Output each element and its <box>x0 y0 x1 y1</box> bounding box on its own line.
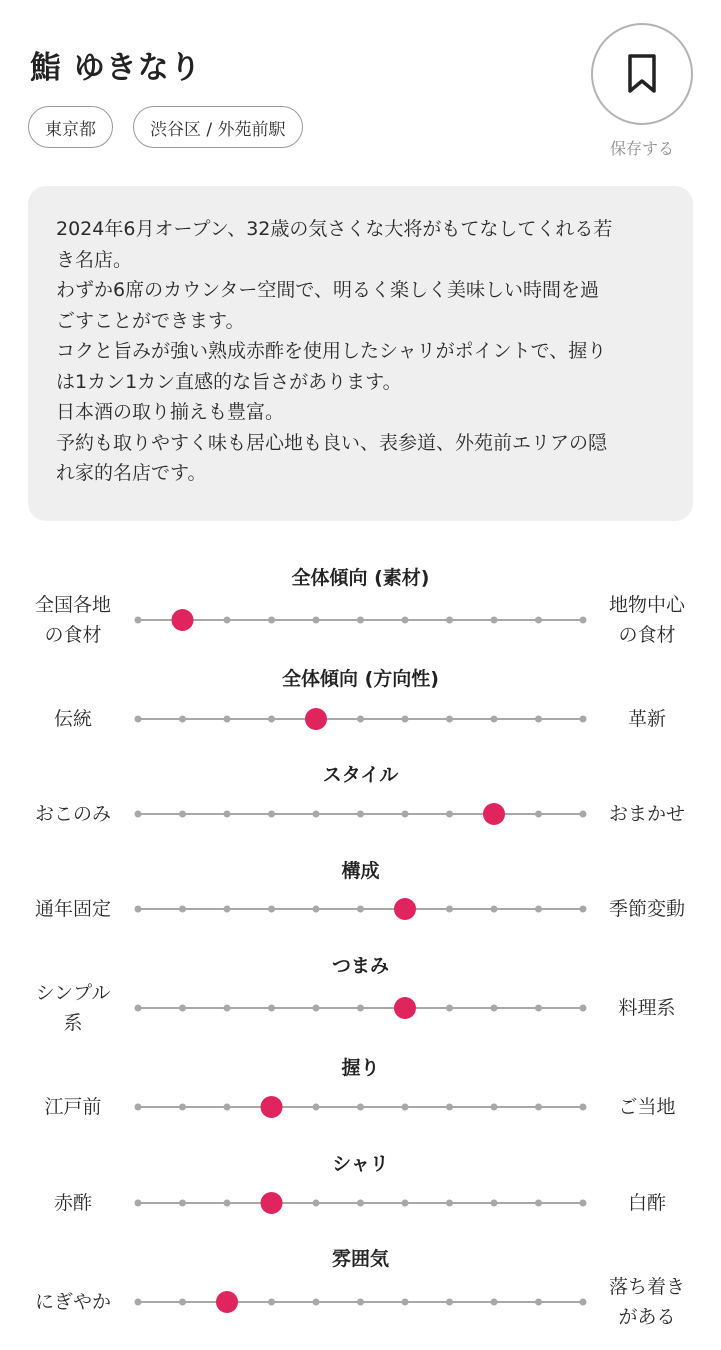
scale-right-label <box>597 894 697 924</box>
scale-tick <box>402 617 409 624</box>
description-line: 日本酒の取り揃えも豊富。 <box>56 401 285 423</box>
scale-tick <box>224 716 231 723</box>
scale-tick <box>313 906 320 913</box>
scale-tick <box>580 1005 587 1012</box>
scale-left-label-line: 赤酢 <box>53 1192 92 1214</box>
scale-left-label-line: 江戸前 <box>44 1096 102 1118</box>
description-line: れ家的名店です。 <box>56 462 207 484</box>
scale-tick <box>357 1299 364 1306</box>
description-line: き名店。 <box>56 248 133 271</box>
scale-right-label-line: の食材 <box>618 624 676 646</box>
scale-tick <box>313 1104 320 1111</box>
scale-tick <box>268 1104 275 1111</box>
scale-tick <box>535 617 542 624</box>
scale-tick <box>402 1104 409 1111</box>
scale-right-label-line: 白酢 <box>627 1192 666 1214</box>
scale-tick <box>224 617 231 624</box>
scale-tick <box>313 1200 320 1207</box>
scale-title: 全体傾向 (方向性) <box>282 668 439 690</box>
description-line: コクと旨みが強い熟成赤酢を使用したシャリがポイントで、握り <box>56 340 607 362</box>
scale-tick <box>224 1005 231 1012</box>
description-line: 予約も取りやすく味も居心地も良い、表参道、外苑前エリアの隠 <box>56 431 608 454</box>
scale-title: シャリ <box>332 1153 389 1175</box>
scale-tick <box>224 1104 231 1111</box>
scale-tick <box>580 1104 587 1111</box>
scale-right-label <box>597 1188 697 1218</box>
scale-tick <box>580 1299 587 1306</box>
scale-tick <box>402 1005 409 1012</box>
scale-marker <box>305 708 327 730</box>
scale-tick <box>357 811 364 818</box>
scale-tick <box>135 811 142 818</box>
scale-left-label <box>23 894 123 924</box>
scale-left-label <box>23 1092 123 1122</box>
description-line: は1カン1カン直感的な旨さがあります。 <box>56 370 402 393</box>
scale-tick <box>491 716 498 723</box>
scale-left-label <box>23 799 123 829</box>
scale-tick <box>224 1299 231 1306</box>
area-station-tag[interactable]: 渋谷区 / 外苑前駅 <box>133 106 303 148</box>
scale-tick <box>268 617 275 624</box>
scale-left-label <box>23 704 123 734</box>
scale-tick <box>535 906 542 913</box>
scale-right-label-line: がある <box>618 1306 676 1328</box>
scale-title: 雰囲気 <box>331 1248 389 1270</box>
scale-title: 握り <box>341 1057 380 1079</box>
scale-tick <box>313 716 320 723</box>
scale-tick <box>179 1299 186 1306</box>
scale-tick <box>580 1200 587 1207</box>
scale-tick <box>491 811 498 818</box>
scale-tick <box>535 1104 542 1111</box>
scale-tick <box>357 1200 364 1207</box>
scale-left-label-line: 伝統 <box>53 708 92 730</box>
scale-tick <box>179 906 186 913</box>
scale-tick <box>313 617 320 624</box>
scale-tick <box>268 906 275 913</box>
scale-marker <box>394 997 416 1019</box>
scale-marker <box>172 609 194 631</box>
scale-tick <box>357 617 364 624</box>
scale-tick <box>135 1005 142 1012</box>
scale-tick <box>491 1299 498 1306</box>
scale-left-label <box>23 1287 123 1317</box>
scale-tick <box>135 906 142 913</box>
scale-tick <box>268 716 275 723</box>
description-line: わずか6席のカウンター空間で、明るく楽しく美味しい時間を過 <box>56 279 599 301</box>
scale-tick <box>446 1299 453 1306</box>
scale-tick <box>491 1104 498 1111</box>
scale-tick <box>135 716 142 723</box>
scale-tick <box>535 1005 542 1012</box>
scale-tick <box>135 1104 142 1111</box>
scale-right-label <box>597 590 697 650</box>
description-line: 2024年6月オープン、32歳の気さくな大将がもてなしてくれる若 <box>56 218 613 240</box>
scale-right-label-line: 料理系 <box>618 997 676 1019</box>
scale-tick <box>268 1299 275 1306</box>
scale-title: つまみ <box>331 955 389 977</box>
scale-tick <box>268 1200 275 1207</box>
scale-right-label-line: ご当地 <box>618 1096 676 1118</box>
scale-tick <box>535 1299 542 1306</box>
description-line: ごすことができます。 <box>56 309 245 332</box>
scale-tick <box>402 716 409 723</box>
scale-tick <box>179 811 186 818</box>
scale-tick <box>179 1104 186 1111</box>
save-button[interactable] <box>591 23 693 125</box>
scale-tick <box>580 716 587 723</box>
scale-right-label <box>597 1272 697 1332</box>
scale-tick <box>224 811 231 818</box>
scale-right-label-line: 地物中心 <box>608 594 685 616</box>
scale-tick <box>224 906 231 913</box>
prefecture-tag[interactable]: 東京都 <box>28 106 113 148</box>
scale-left-label-line: シンプル <box>35 982 111 1004</box>
scale-tick <box>446 1200 453 1207</box>
scale-right-label-line: 革新 <box>627 708 666 730</box>
scale-tick <box>402 1299 409 1306</box>
scale-right-label-line: おまかせ <box>608 803 685 825</box>
scale-tick <box>179 1200 186 1207</box>
scale-tick <box>491 617 498 624</box>
scale-tick <box>268 1005 275 1012</box>
scale-left-label-line: 通年固定 <box>34 898 111 920</box>
restaurant-name: 鮨 ゆきなり <box>30 50 202 86</box>
description-box <box>28 186 693 521</box>
scale-left-label-line: の食材 <box>44 624 102 646</box>
scale-tick <box>580 617 587 624</box>
scale-right-label <box>597 993 697 1023</box>
scale-tick <box>491 1005 498 1012</box>
scale-marker <box>216 1291 238 1313</box>
scale-tick <box>313 811 320 818</box>
scale-tick <box>491 906 498 913</box>
scale-left-label-line: 系 <box>63 1012 83 1034</box>
scale-tick <box>402 811 409 818</box>
scale-tick <box>446 1005 453 1012</box>
scale-tick <box>268 811 275 818</box>
scale-tick <box>179 1005 186 1012</box>
scale-tick <box>357 906 364 913</box>
scale-tick <box>580 811 587 818</box>
scale-tick <box>135 1200 142 1207</box>
scale-left-label-line: 全国各地 <box>34 594 111 616</box>
scale-tick <box>402 1200 409 1207</box>
scale-tick <box>535 716 542 723</box>
scale-left-label-line: おこのみ <box>34 803 111 825</box>
location-tags <box>28 106 303 148</box>
scale-tick <box>357 716 364 723</box>
scale-left-label-line: にぎやか <box>34 1291 111 1313</box>
scale-right-label <box>597 799 697 829</box>
scale-tick <box>446 906 453 913</box>
scale-tick <box>580 906 587 913</box>
scale-tick <box>135 617 142 624</box>
scale-right-label <box>597 1092 697 1122</box>
scale-right-label <box>597 704 697 734</box>
scale-left-label <box>23 978 123 1038</box>
scale-marker <box>394 898 416 920</box>
scale-tick <box>535 1200 542 1207</box>
scale-title: スタイル <box>322 764 399 786</box>
scale-right-label-line: 季節変動 <box>608 898 685 920</box>
scale-tick <box>446 716 453 723</box>
scale-tick <box>179 716 186 723</box>
scale-tick <box>313 1299 320 1306</box>
scale-tick <box>313 1005 320 1012</box>
scale-tick <box>224 1200 231 1207</box>
scale-tick <box>446 1104 453 1111</box>
scale-tick <box>357 1104 364 1111</box>
scale-tick <box>179 617 186 624</box>
scale-marker <box>261 1096 283 1118</box>
scale-tick <box>491 1200 498 1207</box>
scale-marker <box>483 803 505 825</box>
scale-title: 全体傾向 (素材) <box>291 567 430 589</box>
scale-tick <box>535 811 542 818</box>
scale-tick <box>446 617 453 624</box>
scale-tick <box>135 1299 142 1306</box>
scale-left-label <box>23 1188 123 1218</box>
scale-marker <box>261 1192 283 1214</box>
bookmark-icon <box>625 53 659 95</box>
scale-title: 構成 <box>341 860 380 882</box>
scale-tick <box>446 811 453 818</box>
scale-tick <box>402 906 409 913</box>
scale-right-label-line: 落ち着き <box>608 1276 685 1298</box>
save-label: 保存する <box>609 139 674 158</box>
scale-tick <box>357 1005 364 1012</box>
scale-left-label <box>23 590 123 650</box>
